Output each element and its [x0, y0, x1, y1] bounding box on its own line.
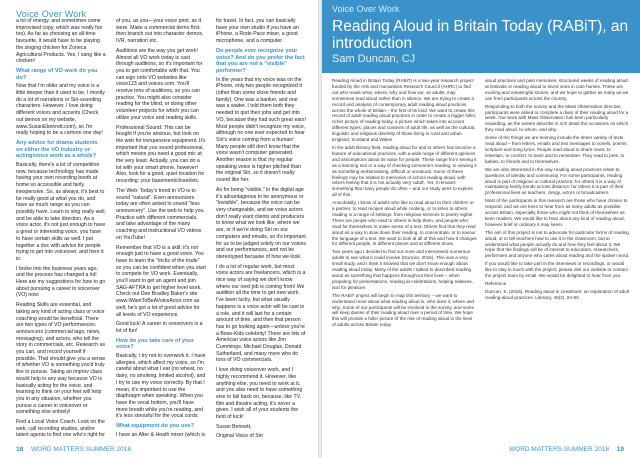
interview-paragraph: As for being "visible," in the digital age it's advantageous to be anonymous or "invisible", because the voice can be very changeable, and we voice actors don't really want clients and producers to know what we look like, where we are, or if we're doing Siri on our computers and emails, so it's important for us to be judged solely on our voices and our performances, and not be stereotyped because of how we look. — [216, 186, 306, 260]
article-paragraph: Two years ago I decided to find out more and interviewed numerous adults to see what it could involve (Duncan, 2015). This was a very small study, and I think it showed that we don't know enough about reading aloud today. Many of the adults I talked to described reading aloud as something that happens throughout their lives – when preparing for presentations, reading at celebrations, helping relatives, and for pleasure. — [332, 249, 473, 290]
interview-paragraph: Basically, I try not to overwork it. I have allergies, which affect my voice, so I'm careful about what I eat (no wheat, no dairy, no smoking, limited alcohol), and I try to use my voice correctly. By that I mean, it's important to use the diaphragm when speaking. When you have the vocal bottom, you'll have more breath while you're reading, and it's less stressful for the vocal cords. — [116, 353, 206, 420]
interview-paragraph: I broke into the business years ago, and the process has changed a lot! Here are my suggestions for how to go about pursuing a career in voiceover (VO) now: — [16, 265, 106, 299]
article-byline: Sam Duncan, CJ — [332, 53, 416, 65]
interview-paragraph: Basically, there's a lot of competition now, because technology has made having your own recording booth at home so accessible and fairly inexpensive. So, as always, it's best to be really good at what you do, and have as much range as you can possibly have. Learn to sing really well, and be able to take direction. As a voice actor, it's not just enough to have a great or interesting voice, you have to have certain skills as well. I put together a doc with advice for people trying to get into voiceover, and here it is: — [16, 162, 106, 262]
interview-paragraph: I have an Alter & Heath mixer (which is — [116, 431, 206, 438]
article-paragraph: Most of the participants in this research are those who have chosen to respond, and we are keen to hear from as many adults as possible across Britain, especially those who might not think of themselves as keen readers. We would like to hear about any kind of reading aloud, however brief or ordinary it may seem. — [485, 198, 628, 227]
article-paragraph: If you would like to take part in the interviews or recordings, or would like to stay in touch with the project, please visit our website or contact the project team by email. We would be delighted to hear from you. — [485, 261, 628, 279]
interview-paragraph: Reading Skills are essential, and taking any kind of acting class or voice coaching would be beneficial. There are two types of VO performances: announcers (commercial tags, news, messaging), and actors, who tell the story in commercials, etc. Research as you can, and record yourself if possible. That should give you a sense of whether VO is something you'd truly like to pursue. Taking an improv class would help in any way because VO is basically acting for the voice, and learning to think on your feet will help you in any situation, whether you pursue a career in voiceover or something else entirely! — [16, 302, 106, 416]
article-paragraph: Duncan, S. (2015). Reading aloud in Lewisham: an exploration of adult reading-aloud practices. Literacy, 49(2), 84-90. — [485, 288, 630, 300]
interview-paragraph: of you, as you—your voice print, as it were. Make a commercial demo first, then branch out into character demos, IVR, narration etc. — [116, 18, 204, 45]
article-paragraph: Responding to both the survey and the Mass Observation directive, participants were asked to complete a diary of their reading aloud for a week. Our work with Mass Observation has been particularly rewarding, as the writers describe in rich detail the occasions on which they read aloud, to whom, and why. — [485, 103, 629, 133]
interview-question: How do you take care of your voice? — [116, 337, 195, 351]
interview-question: Do people ever recognize your voice? And do you prefer the fact that you are not a "visible" performer? — [216, 47, 305, 74]
interview-paragraph: Remember that VO is a skill; it's not enough just to have a good voice. You have to learn the "tricks of the trade" so you can be confident when you start to compete for VO work. Eventually, you'll want to get an agent and join SAG-AFTRA to get higher level work. Check out Dee Bradley Baker's site www.IWantToBeAVoiceActor.com as well; he's got a lot of good advice for all levels of VO experience. — [116, 244, 206, 318]
interview-question: What equipment do you use? — [116, 423, 195, 430]
interview-paragraph: Good luck! A career in voiceovers is a lot of fun! — [116, 321, 203, 334]
interview-paragraph: for travel. In fact, you can basically have your own studio if you have an iPhone, a Rode Pace mixer, a good microphone, and a computer. — [216, 18, 299, 45]
footer-text-left: WORD MATTERS SUMMER 2018 — [31, 446, 131, 453]
article-paragraph: Reading Aloud in Britain Today (RABiT) is a two-year research project funded by the Arts and Humanities Research Council (AHRC) to find out who reads what, where, why and how we, as adults, may sometimes read aloud rather than in silence. We are trying to create a record and analysis of contemporary adult reading aloud practices across the whole of Britain – the first of its kind. We want to create this record of adult reading aloud practices in order to create a bigger fuller, richer picture of reading today, a picture which takes into account different types, places and contexts of adult life, as well as the cultural, linguistic and religious diversity of those living in rural and urban England, Scotland and Wales. — [332, 78, 477, 143]
right-footer — [509, 446, 624, 453]
article-paragraph: The RABiT project will begin to map this territory – we want to understand more about what reading aloud is, who does it, where and why. Some of our participants will be involved in the survey, and some will keep diaries of their reading aloud over a period of time. We hope this will provide a fuller picture of the role of reading aloud in the lives of adults across Britain today. — [332, 292, 475, 328]
article-column-2 — [485, 78, 630, 436]
interview-paragraph: Now that I'm older and my voice is a little deeper than it used to be, I mostly do a lot of narrations or Siri-sounding characters. However, I love doing different voices and accents (Check out demos on my website, www.SusanEbenrett.com), so I'm really hoping to be a cartoon one day! — [16, 83, 105, 137]
article-columns — [332, 78, 630, 436]
article-paragraph: Some of the things we are learning include the sheer variety of texts read aloud – from letters, emails and text messages to novels, poems, scripture and song lyrics. People read aloud to share news, to entertain, to comfort, to learn and to remember. They read to pets, to babies, to friends and to themselves. — [485, 135, 628, 164]
page-number-left: 18 — [16, 446, 24, 453]
interview-paragraph: Professional Sound: This can be bought if you're anxious, but look on the web for inexpensive equipment. It's important that you sound professional, which means you need a good mic at the very least. Actually, you can do a lot with your smart phone, however! Also, look for a good, quiet location for recording: your basement/closet/etc. — [116, 124, 206, 185]
right-page — [322, 0, 640, 458]
interview-question: Any advice for drama students on either the VO industry or acting/voice work as a whole? — [16, 139, 98, 160]
interview-paragraph: Auditions are the way you get work! Almost all VO work today is cast through auditions, so it's important for you to get comfortable with that. You can sign onto VO websites like voice123 and voices.com. You'll receive tons of auditions, so you can practice. You might also consider reading for the blind, or doing other volunteer projects for which you can utilize your voice and reading skills. — [116, 47, 203, 121]
left-page — [0, 0, 318, 458]
interview-paragraph: The Web: Today's trend in VO is to sound "natural". Even announcers today are often asked to sound "less announcery". Use the web to help you. Practice with different commercials, and take advantage of the many coaching and instructional VO videos on YouTube! — [116, 187, 205, 241]
interview-paragraph: Susan Bennett, — [216, 423, 252, 430]
interview-paragraph: Find a Local Voice Coach. Look on the web, call recording studios, and/or talent agents to find one who's right for — [16, 419, 105, 438]
article-paragraph: aloud practices and past memories, structured weeks of reading aloud at festivals or reading aloud to loved ones in care homes. These are exciting and meaningful stories, and we hope to gather as many as we can from participants across the country. — [485, 78, 629, 101]
article-paragraph: Anecdotally, I know of adults who like to read aloud to their children or a partner, to read recipes aloud while cooking, or to listen to others reading in a range of settings, from religious services to poetry nights. There are people who read to others to help them, and people who read for themselves to make sense of a text. Others find that they read aloud as a way to slow down their reading, to concentrate, or to savour the language of a text. We want to look at all of this and how it changes for different people, in different places and at different times. — [332, 200, 477, 247]
interview-paragraph: I love doing voiceover work, and I highly recommend it. However, like anything else, you need to work at it, and you also need to have something else to fall back on, because, like TV, film and theatre acting, it's never a given. I wish all of your students the best of luck! — [216, 367, 303, 421]
running-head: Voice Over Work — [16, 9, 87, 19]
article-paragraph: In the adult literacy field, reading aloud for and to others has become a feature of educational practices, with a wide range of different opinions and assumptions about its value for people. These range from seeing it as a learning tool or a way of checking someone's reading, to viewing it as something embarrassing, difficult or unnatural. Some of these feelings may be related to memories of school reading aloud, with others feeling that it is not actually very 'adult'. Yet, it remains something that many people do often – and our study aims to explore all of this. — [332, 144, 477, 198]
interview-paragraph: I do a lot of regular work, but most voice actors are freelancers, which is a nice way of saying we don't know where our next job is coming from! We audition all the time to get new work. I've been lucky, but what usually happens is a voice actor will be cast in a role, and it will last for a certain amount of time, and then that person has to go looking again—unless you're a Bose-Kids celebrity! There are lots of American voice actors like Jim Cummings, Michael Douglas, Donald Sutherland, and many more who do tons of VO commercials. — [216, 263, 306, 364]
interview-paragraph: Original Voice of Siri — [216, 433, 263, 438]
article-paragraph: We are also interested in the way reading aloud practices relate to questions of identity and community. For some participants, reading aloud is part of religious or cultural practice; for others it is a way of maintaining family bonds across distance; for others it is part of their professional lives as teachers, clergy, actors or broadcasters. — [485, 166, 624, 196]
interview-paragraph: In the years that my voice was on the iPhone, only two people recognized it (other than some close friends and family). One was a banker, and one was a waiter. I told them both they needed to quit their jobs and get into VO, because they had such great ears! Most people didn't recognize my voice, although no one ever expected to hear Siri's voice coming from a human! Many people still don't know that the voice wasn't computer generated. Another reason is that my regular speaking voice is higher pitched than the original Siri, so it doesn't really sound like her. — [216, 76, 306, 184]
left-footer — [16, 446, 131, 453]
interview-column-1 — [16, 18, 106, 438]
interview-column-3 — [216, 18, 306, 438]
article-paragraph: The aim of this project is not to advocate for particular forms of reading aloud, or to tell teachers how to use it in the classroom, but to understand what people actually do and how they feel about it. We hope that the findings will be of interest to educators, researchers, performers and anyone who cares about reading and the spoken word. — [485, 229, 630, 259]
article-header — [322, 0, 640, 73]
article-title: Reading Aloud in Britain Today (RABiT), an introduction — [332, 18, 629, 52]
interview-question: What range of VO work do you do? — [16, 67, 98, 81]
section-label: Voice Over Work — [332, 4, 400, 14]
footer-text-right: WORD MATTERS SUMMER 2018 — [509, 446, 609, 453]
page-number-right: 19 — [616, 446, 624, 453]
article-column-1 — [332, 78, 477, 436]
interview-column-2 — [116, 18, 206, 438]
interview-paragraph: a lot of energy, and sometimes some improvised copy, which was really fun too). As far as choosing an all-time favourite, it would have to be playing the singing chicken for Zoneca Agricultural Products. Yes, I sang like a chicken! — [16, 18, 106, 65]
article-paragraph: Reference — [485, 281, 507, 286]
interview-columns — [16, 18, 306, 438]
